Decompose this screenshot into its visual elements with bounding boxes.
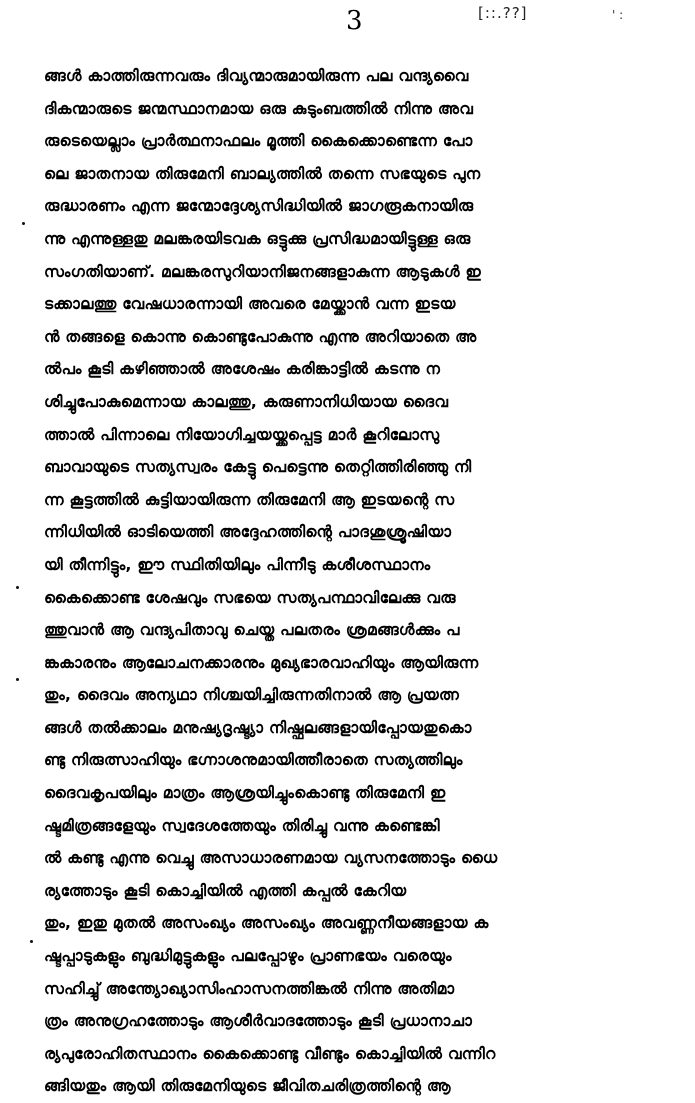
text-line: ൽപം കൂടി കഴിഞ്ഞാൽ അശേഷം കരിങ്കാട്ടിൽ കടന്നു ന	[44, 360, 441, 379]
header-marks: [::.??]	[478, 4, 528, 22]
page-number: 3	[346, 6, 363, 36]
text-line: ന്നു എന്നുള്ളതു മലങ്കരയിടവക ഒട്ടുക്കു പ്രസിദ്ധമായിട്ടുള്ള ഒരു	[44, 229, 471, 248]
header-mark-right: ' :	[612, 8, 624, 22]
text-line: ണ്ടു നിരുത്സാഹിയും ഭഗ്നാശനുമായിത്തീരാതെ സത്യത്തിലും	[44, 751, 463, 770]
text-line: ത്രം അനുഗ്രഹത്തോടും ആശീർവാദത്തോടും കൂടി പ്രധാനാചാ	[44, 1012, 473, 1031]
text-line: ങ്ങിയതും ആയി തിരുമേനിയുടെ ജീവിതചരിത്രത്തിന്റെ ആ	[44, 1077, 451, 1096]
text-line: ന്നിധിയിൽ ഓടിയെത്തി അദ്ദേഹത്തിന്റെ പാദശുശ്രൂഷിയാ	[44, 523, 452, 542]
text-line: ബാവായുടെ സത്യസ്വരം കേട്ടു പെട്ടെന്നു തെറ്റിത്തിരിഞ്ഞു നി	[44, 458, 472, 477]
text-line: ഷ്ടപ്പാടുകളും ബുദ്ധിമുട്ടുകളും പലപ്പോഴും പ്രാണഭയം വരെയും	[44, 947, 452, 966]
text-line: ദൈവകൃപയിലും മാത്രം ആശ്രയിച്ചുംകൊണ്ടു തിരുമേനി ഇ	[44, 784, 446, 803]
text-line: ശിച്ചുപോകുമെന്നായ കാലത്തു, കരുണാനിധിയായ ദൈവ	[44, 392, 449, 411]
body-text	[44, 60, 680, 1103]
scan-speck	[16, 678, 19, 681]
text-line: ങ്കകാരനും ആലോചനക്കാരനും മുഖ്യഭാരവാഹിയും ആയിരുന്ന	[44, 653, 479, 672]
text-line: ത്താൽ പിന്നാലെ നിയോഗിച്ചയയ്ക്കപ്പെട്ട മാർ കൂറിലോസു	[44, 425, 440, 444]
text-line: ൻ തങ്ങളെ കൊന്നു കൊണ്ടുപോകുന്നു എന്നു അറിയാതെ അ	[44, 327, 477, 346]
text-line: ന്ന കൂട്ടത്തിൽ കുട്ടിയായിരുന്ന തിരുമേനി ആ ഇടയന്റെ സ	[44, 490, 455, 509]
text-line: ര്യത്തോടും കൂടി കൊച്ചിയിൽ എത്തി കപ്പൽ കേറിയ	[44, 881, 407, 900]
text-line: സഹിച്ചു് അന്ത്യോഖ്യാസിംഹാസനത്തിങ്കൽ നിന്നു അതിമാ	[44, 979, 455, 998]
text-line: ത്തുവാൻ ആ വന്ദ്യപിതാവു ചെയ്ത പലതരം ശ്രമങ്ങൾക്കും പ	[44, 621, 460, 640]
text-line: രുടെയെല്ലാം പ്രാർത്ഥനാഫലം മൂത്തി കൈക്കൊണ്ടെന്ന പോ	[44, 132, 473, 151]
text-line: രുദ്ധാരണം എന്ന ജന്മോദ്ദേശ്യസിദ്ധിയിൽ ജാഗരൂകനായിരു	[44, 197, 474, 216]
text-line: ലെ ജാതനായ തിരുമേനി ബാല്യത്തിൽ തന്നെ സഭയുടെ പുന	[44, 164, 481, 183]
text-line: കൈക്കൊണ്ട ശേഷവും സഭയെ സത്യപന്ഥാവിലേക്കു വരു	[44, 588, 456, 607]
text-line: ങ്ങൾ തൽക്കാലം മനുഷ്യദൃഷ്ട്യാ നിഷ്ഫലങ്ങളായിപ്പോയതുകൊ	[44, 718, 472, 737]
scan-speck	[30, 940, 33, 943]
text-line: തും, ദൈവം അന്യഥാ നിശ്ചയിച്ചിരുന്നതിനാൽ ആ പ്രയത്ന	[44, 686, 460, 705]
scan-speck	[16, 586, 19, 589]
text-line: ഷ്ടമിത്രങ്ങളേയും സ്വദേശത്തേയും തിരിച്ചു വന്നു കണ്ടെങ്കി	[44, 816, 440, 835]
text-line: ടക്കാലത്തു വേഷധാരന്നായി അവരെ മേയ്ക്കാൻ വന്ന ഇടയ	[44, 295, 456, 314]
text-line: ര്യപുരോഹിതസ്ഥാനം കൈക്കൊണ്ടു വീണ്ടും കൊച്ചിയിൽ വന്നിറ	[44, 1044, 496, 1063]
scan-speck	[22, 222, 25, 225]
text-line: സംഗതിയാണ്. മലങ്കരസുറിയാനിജനങ്ങളാകുന്ന ആടുകൾ ഇ	[44, 262, 482, 281]
text-line: തും, ഇതു മുതൽ അസംഖ്യം അസംഖ്യം അവണ്ണനീയങ്ങളായ ക	[44, 914, 489, 933]
text-line: ങ്ങൾ കാത്തിരുന്നവരും ദിവ്യന്മാരുമായിരുന്ന പല വന്ദ്യവൈ	[44, 67, 469, 85]
text-line: ദികന്മാരുടെ ജന്മസ്ഥാനമായ ഒരു കുടുംബത്തിൽ നിന്നു അവ	[44, 99, 474, 118]
text-line: യി തീന്നിട്ടും, ഈ സ്ഥിതിയിലും പിന്നീടു കശീശസ്ഥാനം	[44, 555, 431, 574]
text-line: ൽ കണ്ടു എന്നു വെച്ചു അസാധാരണമായ വ്യസനത്തോടും ധൈ	[44, 849, 498, 868]
